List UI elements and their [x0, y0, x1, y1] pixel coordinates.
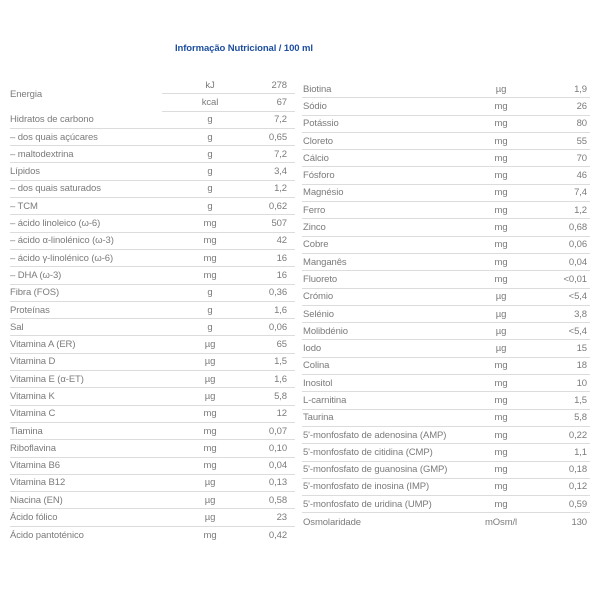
row-value: 55: [576, 135, 587, 147]
row-label: Vitamina K: [10, 390, 55, 402]
row-unit: mg: [494, 394, 508, 406]
row-value: 80: [576, 118, 587, 130]
row-unit: mg: [203, 460, 217, 472]
row-label: – dos quais saturados: [10, 183, 101, 195]
row-label: Sal: [10, 321, 24, 333]
row-unit: mg: [494, 464, 508, 476]
table-row: [302, 496, 590, 513]
row-value: 16: [276, 252, 287, 264]
table-row: [10, 319, 295, 336]
row-value: <5,4: [568, 291, 587, 303]
table-row: [302, 98, 590, 115]
row-label: Fibra (FOS): [10, 287, 60, 299]
row-label: Tiamina: [10, 425, 43, 437]
table-row: [302, 116, 590, 133]
row-value: 0,04: [268, 460, 287, 472]
row-value: 12: [276, 408, 287, 420]
row-label: – DHA (ω-3): [10, 269, 62, 281]
row-label: Vitamina E (α-ET): [10, 373, 84, 385]
row-unit: µg: [204, 373, 216, 385]
table-row: [10, 423, 295, 440]
row-label: Vitamina A (ER): [10, 339, 76, 351]
table-row: [10, 233, 295, 250]
row-unit: kcal: [201, 96, 219, 108]
row-unit: g: [207, 287, 213, 299]
row-value: 0,07: [268, 425, 287, 437]
row-unit: mg: [203, 218, 217, 230]
row-unit: mg: [203, 269, 217, 281]
table-row: [10, 458, 295, 475]
row-label: Osmolaridade: [303, 516, 361, 528]
row-label: Molibdénio: [303, 325, 348, 337]
row-label: – ácido α-linolénico (ω-3): [10, 235, 114, 247]
row-unit: g: [207, 114, 213, 126]
table-row: [302, 323, 590, 340]
row-unit: mg: [494, 446, 508, 458]
row-label: Ferro: [303, 204, 326, 216]
row-unit: mg: [494, 152, 508, 164]
row-value: 0,12: [568, 481, 587, 493]
table-row: [10, 475, 295, 492]
row-label: Inositol: [303, 377, 333, 389]
row-value: 70: [576, 152, 587, 164]
row-value: 1,6: [274, 304, 287, 316]
table-row: [10, 527, 295, 544]
row-value: 0,65: [268, 131, 287, 143]
row-value: 1,2: [274, 183, 287, 195]
row-value: 3,8: [574, 308, 587, 320]
table-row: [302, 479, 590, 496]
table-row: [10, 146, 295, 163]
table-row: [10, 388, 295, 405]
row-unit: mg: [494, 481, 508, 493]
row-unit: mg: [203, 442, 217, 454]
row-label: Cálcio: [303, 152, 329, 164]
table-row: [302, 289, 590, 306]
row-unit: µg: [204, 494, 216, 506]
row-value: 0,58: [268, 494, 287, 506]
row-label: Potássio: [303, 118, 339, 130]
row-label: Manganês: [303, 256, 347, 268]
table-row: [302, 513, 590, 530]
row-label: Fósforo: [303, 170, 335, 182]
row-label: Zinco: [303, 222, 326, 234]
table-row: [302, 185, 590, 202]
row-unit: g: [207, 131, 213, 143]
table-row: [10, 198, 295, 215]
row-value: 18: [576, 360, 587, 372]
row-value: 5,8: [274, 390, 287, 402]
table-row: [302, 427, 590, 444]
row-label: Cloreto: [303, 135, 333, 147]
table-row: [302, 358, 590, 375]
row-unit: g: [207, 148, 213, 160]
table-subrow-kj: [162, 77, 295, 94]
table-row: [10, 267, 295, 284]
row-label: Sódio: [303, 100, 327, 112]
table-row: [10, 163, 295, 180]
row-value: 15: [576, 343, 587, 355]
row-unit: g: [207, 183, 213, 195]
row-unit: mg: [203, 425, 217, 437]
row-value: 0,10: [268, 442, 287, 454]
row-value: 1,2: [574, 204, 587, 216]
table-row: [10, 336, 295, 353]
table-row: [302, 444, 590, 461]
row-value: 0,22: [568, 429, 587, 441]
energia-subrows: [162, 77, 295, 112]
row-unit: µg: [204, 477, 216, 489]
table-row: [10, 285, 295, 302]
row-unit: µg: [495, 308, 507, 320]
row-unit: mg: [494, 204, 508, 216]
row-label: Vitamina C: [10, 408, 56, 420]
table-row: [10, 112, 295, 129]
table-row: [302, 375, 590, 392]
row-unit: mg: [494, 222, 508, 234]
row-unit: µg: [204, 512, 216, 524]
table-row: [10, 181, 295, 198]
row-label: Ácido pantoténico: [10, 529, 84, 541]
table-row: [10, 129, 295, 146]
row-unit: mOsm/l: [484, 516, 518, 528]
row-unit: mg: [494, 273, 508, 285]
table-row: [302, 133, 590, 150]
row-unit: kJ: [205, 79, 215, 91]
row-unit: mg: [494, 412, 508, 424]
row-label: Taurina: [303, 412, 334, 424]
row-value: <5,4: [568, 325, 587, 337]
table-row: [302, 271, 590, 288]
row-value: 278: [271, 79, 287, 91]
table-row: [302, 410, 590, 427]
row-unit: µg: [495, 325, 507, 337]
row-label: L-carnitina: [303, 394, 347, 406]
row-label: Iodo: [303, 343, 322, 355]
row-value: 1,5: [574, 394, 587, 406]
row-unit: mg: [203, 235, 217, 247]
row-unit: µg: [204, 390, 216, 402]
row-unit: mg: [203, 529, 217, 541]
row-value: 0,36: [268, 287, 287, 299]
table-row: [302, 306, 590, 323]
row-label: – dos quais açúcares: [10, 131, 98, 143]
row-unit: mg: [494, 170, 508, 182]
row-value: 7,4: [574, 187, 587, 199]
row-value: 7,2: [274, 148, 287, 160]
row-unit: mg: [494, 118, 508, 130]
table-row: [302, 340, 590, 357]
row-label: – ácido γ-linolénico (ω-6): [10, 252, 114, 264]
row-label: Riboflavina: [10, 442, 56, 454]
row-value: 3,4: [274, 166, 287, 178]
row-unit: mg: [494, 498, 508, 510]
row-value: <0,01: [563, 273, 587, 285]
row-unit: mg: [494, 187, 508, 199]
row-unit: mg: [494, 100, 508, 112]
table-row: [10, 302, 295, 319]
row-unit: mg: [203, 252, 217, 264]
page-title: Informação Nutricional / 100 ml: [175, 43, 313, 54]
row-value: 5,8: [574, 412, 587, 424]
table-row: [10, 509, 295, 526]
row-label: 5'-monfosfato de guanosina (GMP): [303, 464, 448, 476]
row-label: Biotina: [303, 83, 332, 95]
row-label: 5'-monfosfato de citidina (CMP): [303, 446, 433, 458]
table-row: [302, 81, 590, 98]
row-label: Lípidos: [10, 166, 40, 178]
row-value: 26: [576, 100, 587, 112]
row-value: 1,9: [574, 83, 587, 95]
nutrition-table-left: [10, 77, 295, 544]
row-unit: mg: [494, 429, 508, 441]
row-unit: g: [207, 321, 213, 333]
row-value: 507: [271, 218, 287, 230]
row-value: 23: [276, 512, 287, 524]
row-unit: mg: [494, 377, 508, 389]
row-unit: mg: [494, 256, 508, 268]
row-label: Colina: [303, 360, 330, 372]
row-label: – ácido linoleico (ω-6): [10, 218, 101, 230]
row-label: Niacina (EN): [10, 494, 63, 506]
row-unit: mg: [494, 135, 508, 147]
table-row: [10, 250, 295, 267]
row-label: – TCM: [10, 200, 38, 212]
table-row: [302, 150, 590, 167]
table-subrow-kcal: [162, 94, 295, 111]
row-value: 65: [276, 339, 287, 351]
table-row: [10, 215, 295, 232]
row-label: Energia: [10, 88, 43, 100]
row-label: Vitamina D: [10, 356, 56, 368]
table-row: [302, 167, 590, 184]
row-label: Ácido fólico: [10, 512, 58, 524]
row-label: 5'-monfosfato de inosina (IMP): [303, 481, 430, 493]
row-label: 5'-monfosfato de adenosina (AMP): [303, 429, 447, 441]
row-unit: g: [207, 304, 213, 316]
row-value: 0,62: [268, 200, 287, 212]
row-unit: µg: [495, 343, 507, 355]
table-row-energia: [10, 77, 295, 112]
row-value: 1,1: [574, 446, 587, 458]
row-value: 0,42: [268, 529, 287, 541]
row-unit: mg: [494, 360, 508, 372]
row-label: Fluoreto: [303, 273, 338, 285]
row-label: Vitamina B12: [10, 477, 66, 489]
row-label: Cobre: [303, 239, 329, 251]
table-row: [10, 371, 295, 388]
row-label: Magnésio: [303, 187, 344, 199]
row-label: Selénio: [303, 308, 334, 320]
row-value: 10: [576, 377, 587, 389]
table-row: [302, 219, 590, 236]
row-value: 16: [276, 269, 287, 281]
row-label: – maltodextrina: [10, 148, 74, 160]
table-row: [302, 237, 590, 254]
row-value: 1,5: [274, 356, 287, 368]
row-unit: µg: [495, 83, 507, 95]
row-value: 7,2: [274, 114, 287, 126]
row-label: Proteínas: [10, 304, 50, 316]
table-row: [10, 354, 295, 371]
nutrition-table-right: [302, 81, 590, 531]
row-unit: g: [207, 200, 213, 212]
row-unit: µg: [204, 339, 216, 351]
row-unit: g: [207, 166, 213, 178]
table-row: [10, 440, 295, 457]
row-label: Vitamina B6: [10, 460, 60, 472]
table-row: [10, 406, 295, 423]
row-value: 0,06: [268, 321, 287, 333]
row-unit: mg: [494, 239, 508, 251]
row-value: 42: [276, 235, 287, 247]
row-value: 46: [576, 170, 587, 182]
row-value: 0,68: [568, 222, 587, 234]
row-label: Hidratos de carbono: [10, 114, 94, 126]
row-value: 0,18: [568, 464, 587, 476]
table-row: [10, 492, 295, 509]
row-value: 67: [276, 96, 287, 108]
row-value: 130: [571, 516, 587, 528]
table-row: [302, 254, 590, 271]
row-unit: µg: [204, 356, 216, 368]
row-value: 0,04: [568, 256, 587, 268]
row-unit: mg: [203, 408, 217, 420]
table-row: [302, 392, 590, 409]
row-unit: µg: [495, 291, 507, 303]
row-label: 5'-monfosfato de uridina (UMP): [303, 498, 432, 510]
table-row: [302, 202, 590, 219]
row-value: 1,6: [274, 373, 287, 385]
row-label: Crómio: [303, 291, 334, 303]
row-value: 0,13: [268, 477, 287, 489]
table-row: [302, 462, 590, 479]
row-value: 0,06: [568, 239, 587, 251]
row-value: 0,59: [568, 498, 587, 510]
